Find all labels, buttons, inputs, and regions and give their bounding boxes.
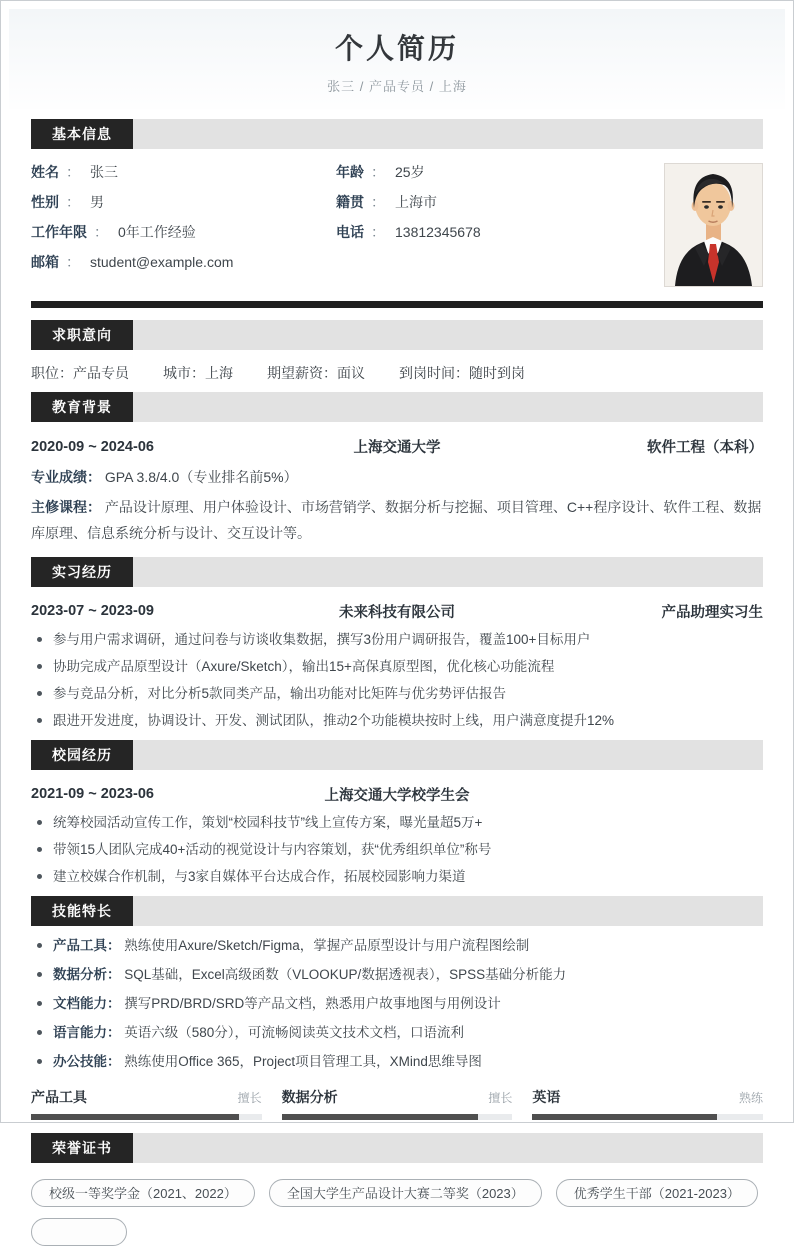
info-field-row [31,223,336,242]
campus-organization: 上海交通大学校学生会 [324,787,470,804]
section-header-intention [31,320,763,350]
skill-text: 熟练使用Office 365，Project项目管理工具，XMind思维导图 [124,1053,482,1069]
section-title: 教育背景 [31,392,133,422]
gpa-value: GPA 3.8/4.0（专业排名前5%） [104,469,298,485]
bullet-text: 跟进开发进度，协调设计、开发、测试团队，推动2个功能模块按时上线，用户满意度提升12% [53,712,615,728]
courses-label: 主修课程 [31,499,87,515]
courses-value: 产品设计原理、用户体验设计、市场营销学、数据分析与挖掘、项目管理、C++程序设计、软件工程、数据库原理、信息系统分析与设计、交互设计等。 [31,499,762,541]
campus-period: 2021-09 ~ 2023-06 [31,786,154,803]
section-divider [31,301,763,308]
bullet-text: 统筹校园活动宣传工作，策划“校园科技节”线上宣传方案，曝光量超5万+ [53,814,483,830]
section-title: 技能特长 [31,896,133,926]
section-title: 基本信息 [31,119,133,149]
skill-bar-fill [532,1114,717,1120]
campus-bullet-list [31,813,763,886]
honor-pill: 全国大学生产品设计大赛二等奖（2023） [269,1179,542,1207]
skill-colon: ： [107,966,121,982]
honor-pill: 校级一等奖学金（2021、2022） [31,1179,255,1207]
skill-label: 数据分析 [53,966,107,982]
basic-info-block [31,163,763,289]
internship-bullet-list [31,630,763,730]
basic-info-left-column [31,163,336,283]
skill-bar-fill [31,1114,239,1120]
skill-bar-name: 数据分析 [281,1088,338,1105]
info-field-row [336,193,646,212]
field-value: 0年工作经验 [118,224,196,240]
info-field-row [31,193,336,212]
intention-item: 到岗时间：随时到岗 [399,365,525,381]
profile-photo [664,163,763,287]
skill-bar-track [532,1114,763,1120]
skill-colon: ： [107,1024,121,1040]
field-colon: ： [371,194,385,210]
intention-item: 城市：上海 [163,365,233,381]
field-value: 上海市 [395,194,437,210]
skill-bar-track [31,1114,262,1120]
field-colon: ： [371,164,385,180]
skill-bar-fill [282,1114,478,1120]
job-intention-row [31,363,763,383]
education-school: 上海交通大学 [353,440,441,456]
skill-bar [282,1087,513,1120]
education-degree: 软件工程（本科） [647,440,763,456]
internship-role: 产品助理实习生 [661,604,763,621]
bullet-text: 带领15人团队完成40+活动的视觉设计与内容策划，获“优秀组织单位”称号 [53,841,492,857]
skill-text: 熟练使用Axure/Sketch/Figma，掌握产品原型设计与用户流程图绘制 [124,937,530,953]
internship-company: 未来科技有限公司 [339,604,455,621]
skill-text: SQL基础，Excel高级函数（VLOOKUP/数据透视表），SPSS基础分析能力 [124,966,567,982]
skill-bars [31,1087,763,1120]
gpa-label: 专业成绩 [31,469,87,485]
bullet-item [31,684,763,703]
section-header-skills [31,896,763,926]
field-label: 姓名 [31,164,59,180]
education-courses-line [31,495,763,547]
skill-bar [532,1087,763,1120]
skill-label: 办公技能 [53,1053,107,1069]
info-field-row [31,253,336,272]
courses-colon: ： [87,499,101,515]
field-colon: ： [371,224,385,240]
honor-pill-clipped [31,1218,127,1246]
profile-photo-illustration [665,164,762,286]
field-value: student@example.com [90,254,234,270]
field-value: 张三 [90,164,118,180]
bullet-text: 建立校媒合作机制，与3家自媒体平台达成合作，拓展校园影响力渠道 [53,868,466,884]
bullet-item [31,840,763,859]
section-header-education [31,392,763,422]
skill-label: 语言能力 [53,1024,107,1040]
education-entry-header [31,436,763,457]
internship-entry-header [31,601,763,622]
gpa-colon: ： [87,469,101,485]
skill-item [31,1023,763,1042]
page-title: 个人简历 [334,33,459,64]
skill-label: 文档能力 [53,995,107,1011]
info-field-row [336,223,646,242]
field-label: 邮箱 [31,254,59,270]
field-colon: ： [66,164,80,180]
skill-bar-track [282,1114,513,1120]
skill-item [31,936,763,955]
bullet-text: 参与用户需求调研，通过问卷与访谈收集数据，撰写3份用户调研报告，覆盖100+目标用户 [53,631,591,647]
skill-text: 撰写PRD/BRD/SRD等产品文档，熟悉用户故事地图与用例设计 [124,995,501,1011]
field-label: 工作年限 [31,224,87,240]
internship-period: 2023-07 ~ 2023-09 [31,603,154,620]
skill-item [31,965,763,984]
field-label: 电话 [336,224,364,240]
section-header-internship [31,557,763,587]
honor-pill-row-clipped [31,1218,763,1246]
field-value: 男 [90,194,104,210]
skill-bar-level: 熟练 [739,1090,764,1105]
education-period: 2020-09 ~ 2024-06 [31,438,154,455]
bullet-text: 参与竞品分析，对比分析5款同类产品，输出功能对比矩阵与优劣势评估报告 [53,685,507,701]
honor-pill: 优秀学生干部（2021-2023） [556,1179,758,1207]
bullet-item [31,867,763,886]
bullet-item [31,630,763,649]
skill-bar-level: 擅长 [237,1090,262,1105]
field-label: 籍贯 [336,194,364,210]
field-value: 25岁 [395,164,425,180]
field-colon: ： [94,224,108,240]
section-title: 求职意向 [31,320,133,350]
skill-colon: ： [107,937,121,953]
bullet-item [31,813,763,832]
skill-colon: ： [107,1053,121,1069]
section-title: 实习经历 [31,557,133,587]
section-title: 荣誉证书 [31,1133,133,1163]
education-gpa-line [31,467,763,488]
skill-bar-level: 擅长 [488,1090,513,1105]
skills-bullet-list [31,936,763,1071]
skill-item [31,1052,763,1071]
intention-item: 期望薪资：面议 [267,365,365,381]
skill-label: 产品工具 [53,937,107,953]
intention-item: 职位：产品专员 [31,365,129,381]
bullet-item [31,657,763,676]
skill-item [31,994,763,1013]
skill-bar-name: 英语 [532,1088,561,1105]
skill-colon: ： [107,995,121,1011]
bullet-item [31,711,763,730]
bullet-text: 协助完成产品原型设计（Axure/Sketch），输出15+高保真原型图，优化核心功能流程 [53,658,555,674]
section-header-campus [31,740,763,770]
info-field-row [336,163,646,182]
info-field-row [31,163,336,182]
field-label: 性别 [31,194,59,210]
field-value: 13812345678 [395,224,481,240]
skill-bar [31,1087,262,1120]
campus-entry-header [31,784,763,805]
basic-info-right-column [336,163,646,283]
skill-bar-name: 产品工具 [31,1088,87,1105]
skill-text: 英语六级（580分），可流畅阅读英文技术文档，口语流利 [124,1024,465,1040]
section-title: 校园经历 [31,740,133,770]
field-colon: ： [66,194,80,210]
section-header-honors [31,1133,763,1163]
page-subtitle: 张三 / 产品专员 / 上海 [327,79,467,94]
field-colon: ： [66,254,80,270]
resume-header [9,9,785,109]
honor-pill-row [31,1179,763,1207]
section-header-basic-info [31,119,763,149]
field-label: 年龄 [336,164,364,180]
